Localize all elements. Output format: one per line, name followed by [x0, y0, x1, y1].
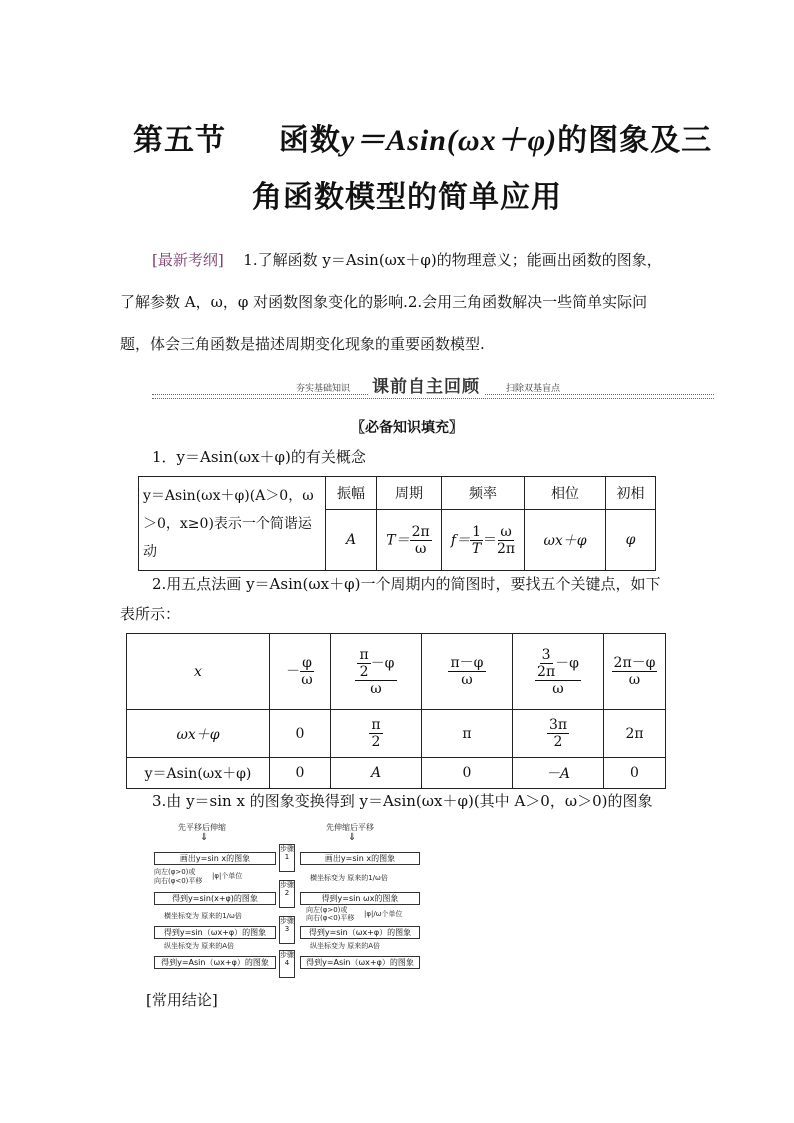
step-1: 步骤1: [279, 844, 295, 872]
right-box-4: 得到y=Asin（ωx+φ）的图象: [300, 956, 420, 969]
down-arrow-icon: ⇓: [200, 832, 209, 843]
y-val-4: －A: [513, 758, 604, 789]
transform-flowchart: 先平移后伸缩 先伸缩后平移 ⇓ ⇓ 画出y=sin x的图象 得到y=sin(x+φ)的图象 得到y=sin（ωx+φ）的图象 得到y=Asin（ωx+φ）的图象 画出y=sin x的图象 得到y=sin ωx的图象 得到y=sin（ωx+φ）的图象 得到y=Asin（ωx+φ）的图象 步骤1 步骤2 步骤3 步骤4 向左(φ>0)或 向右(φ<0)平移 |φ|个单位 横坐标变为 原来的1/ω倍 纵坐标变为 原来的A倍 横坐标变为 原来的1/ω倍 向左(φ>0)或 向右(φ<0)平移 |φ|/ω个单位 纵坐标变为 原来的A倍: [150, 822, 422, 982]
down-arrow-icon: ⇓: [348, 832, 357, 843]
header-initial-phase: 初相: [606, 477, 656, 510]
left-box-2: 得到y=sin(x+φ)的图象: [154, 892, 276, 905]
amplitude-value: A: [326, 510, 377, 571]
header-phase: 相位: [525, 477, 606, 510]
five-point-table: [126, 633, 666, 789]
page-title-line1: 第五节 函数y＝Asin(ωx＋φ)的图象及三: [133, 123, 713, 158]
section-number: 第五节: [133, 123, 226, 158]
y-val-1: 0: [270, 758, 331, 789]
row-label-phase: ωx＋φ: [127, 710, 270, 758]
x-val-4: $\frac{3}{2\pi}$ －φ ω: [513, 634, 604, 710]
x-val-2: $\frac{\pi}{2}$ －φ ω: [331, 634, 422, 710]
x-val-3: $\frac{\pi-\varphi}{\omega}$: [422, 634, 513, 710]
section-bar-left: 夯实基础知识: [296, 384, 351, 394]
item2-heading-line1: 2.用五点法画 y＝Asin(ωx＋φ)一个周期内的简图时，要找五个关键点，如下: [152, 575, 661, 593]
left-box-4: 得到y=Asin（ωx+φ）的图象: [154, 956, 276, 969]
initial-phase-value: φ: [606, 510, 656, 571]
left-flow-title: 先平移后伸缩: [178, 823, 226, 832]
item1-heading: 1．y＝Asin(ωx＋φ)的有关概念: [152, 448, 366, 466]
phase-val-5: 2π: [604, 710, 666, 758]
y-val-3: 0: [422, 758, 513, 789]
right-box-1: 画出y=sin x的图象: [300, 852, 420, 865]
syllabus-tag: [最新考纲]: [152, 251, 224, 269]
intro-line1: [最新考纲] 1.了解函数 y＝Asin(ωx＋φ)的物理意义；能画出函数的图象，: [152, 251, 662, 269]
step-2: 步骤2: [279, 880, 295, 908]
intro-line2: 了解参数 A，ω，φ 对函数图象变化的影响.2.会用三角函数解决一些简单实际问: [120, 293, 648, 311]
phase-val-1: 0: [270, 710, 331, 758]
concept-table: [138, 476, 656, 571]
y-val-2: A: [331, 758, 422, 789]
x-val-1: － $\frac{\varphi}{\omega}$: [270, 634, 331, 710]
item3-heading: 3.由 y＝sin x 的图象变换得到 y＝Asin(ωx＋φ)(其中 A＞0，ω＞0)的图象: [152, 792, 653, 810]
header-frequency: 频率: [442, 477, 525, 510]
step-4: 步骤4: [279, 950, 295, 978]
section-bar-title: 课前自主回顾: [368, 372, 484, 397]
left-box-3: 得到y=sin（ωx+φ）的图象: [154, 926, 276, 939]
subsection-heading: 〖必备知识填充〗: [351, 420, 463, 436]
step-3: 步骤3: [279, 916, 295, 944]
row-label-y: y＝Asin(ωx＋φ): [127, 758, 270, 789]
page-title-line2: 角函数模型的简单应用: [252, 180, 562, 215]
period-value: T＝ $\frac{2\pi}{\omega}$: [377, 510, 442, 571]
phase-val-2: $\frac{\pi}{2}$: [331, 710, 422, 758]
y-val-5: 0: [604, 758, 666, 789]
right-box-2: 得到y=sin ωx的图象: [300, 892, 420, 905]
phase-value: ωx＋φ: [525, 510, 606, 571]
concept-desc: y＝Asin(ωx＋φ)(A＞0，ω＞0，x≥0)表示一个简谐运动: [139, 477, 326, 571]
common-conclusion-heading: [常用结论]: [146, 991, 218, 1009]
x-val-5: $\frac{2\pi-\varphi}{\omega}$: [604, 634, 666, 710]
item2-heading-line2: 表所示：: [120, 605, 181, 623]
section-bar-right: 扫除双基盲点: [506, 384, 561, 394]
header-period: 周期: [377, 477, 442, 510]
right-box-3: 得到y=sin（ωx+φ）的图象: [300, 926, 420, 939]
phase-val-4: $\frac{3\pi}{2}$: [513, 710, 604, 758]
right-flow-title: 先伸缩后平移: [326, 823, 374, 832]
header-amplitude: 振幅: [326, 477, 377, 510]
left-box-1: 画出y=sin x的图象: [154, 852, 276, 865]
row-label-x: x: [127, 634, 270, 710]
phase-val-3: π: [422, 710, 513, 758]
title-formula: y＝Asin(ωx＋φ): [340, 124, 558, 157]
frequency-value: f＝ $\frac{1}{T}$ ＝ $\frac{\omega}{2\pi}$: [442, 510, 525, 571]
intro-line3: 题，体会三角函数是描述周期变化现象的重要函数模型.: [120, 335, 485, 353]
